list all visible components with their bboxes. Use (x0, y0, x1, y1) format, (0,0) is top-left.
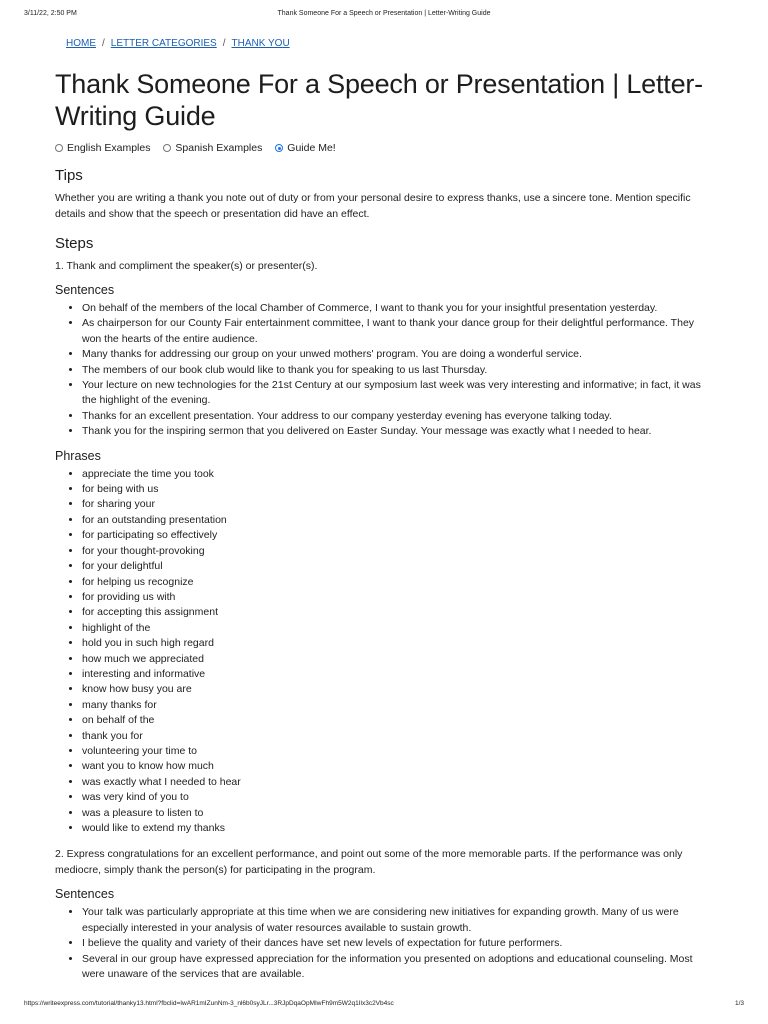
list-item: • thank you for (82, 729, 715, 744)
step-2: 2. Express congratulations for an excellent performance, and point out some of the more memorable parts. If the performance was only mediocre, simply thank the person(s) for participating in the program. (55, 848, 683, 877)
list-item: • volunteering your time to (82, 744, 715, 759)
list-item: • how much we appreciated (82, 652, 715, 667)
radio-checked-icon[interactable] (275, 144, 283, 152)
breadcrumb-separator: / (222, 38, 226, 49)
list-item: • want you to know how much (82, 759, 715, 774)
print-page-number: 1/3 (734, 1000, 744, 1007)
radio-label: Guide Me! (287, 142, 336, 154)
list-item: • The members of our book club would like to thank you for speaking to us last Thursday. (82, 363, 715, 378)
list-item: • Thank you for the inspiring sermon that you delivered on Easter Sunday. Your message was exactly what I needed to hear. (82, 424, 715, 439)
list-item: • for accepting this assignment (82, 605, 715, 620)
radio-unchecked-icon[interactable] (163, 144, 171, 152)
sentences-list (55, 905, 715, 982)
list-item: • for helping us recognize (82, 575, 715, 590)
list-item: • appreciate the time you took (82, 467, 715, 482)
list-item: • On behalf of the members of the local Chamber of Commerce, I want to thank you for your insightful presentation yesterday. (82, 301, 715, 316)
breadcrumb-thank-you-link[interactable]: THANK YOU (231, 38, 290, 49)
radio-label: Spanish Examples (175, 142, 263, 154)
breadcrumb (66, 36, 715, 52)
radio-guide-me[interactable] (275, 140, 335, 156)
radio-unchecked-icon[interactable] (55, 144, 63, 152)
main-content (55, 36, 715, 982)
list-item: • As chairperson for our County Fair entertainment committee, I want to thank your dance group for their delightful performance. They won the hearts of the entire audience. (82, 316, 715, 347)
tips-heading: Tips (55, 167, 83, 184)
list-item: • Many thanks for addressing our group on your unwed mothers' program. You are doing a wonderful service. (82, 347, 715, 362)
breadcrumb-home-link[interactable]: HOME (66, 38, 96, 49)
radio-english-examples[interactable] (55, 140, 150, 156)
step-1: 1. Thank and compliment the speaker(s) or presenter(s). (55, 260, 318, 272)
example-mode-radio-group (55, 140, 715, 156)
list-item: • would like to extend my thanks (82, 821, 715, 836)
list-item: • I believe the quality and variety of their dances have set new levels of expectation for future performers. (82, 936, 715, 951)
sentences-list (55, 301, 715, 440)
list-item: • for sharing your (82, 497, 715, 512)
print-footer (0, 1000, 768, 1012)
print-title: Thank Someone For a Speech or Presentation | Letter-Writing Guide (277, 10, 491, 17)
list-item: • for providing us with (82, 590, 715, 605)
list-item: • Several in our group have expressed appreciation for the information you presented on adoptions and educational counseling. Most were unaware of the services that are available. (82, 952, 715, 983)
list-item: • know how busy you are (82, 682, 715, 697)
list-item: • for participating so effectively (82, 528, 715, 543)
list-item: • Thanks for an excellent presentation. Your address to our company yesterday evening has everyone talking today. (82, 409, 715, 424)
phrases-heading: Phrases (55, 448, 101, 463)
list-item: • was very kind of you to (82, 790, 715, 805)
breadcrumb-separator: / (102, 38, 105, 49)
list-item: • was exactly what I needed to hear (82, 775, 715, 790)
tips-text: Whether you are writing a thank you note out of duty or from your personal desire to express thanks, use a sincere tone. Mention specific details and show that the speech or presentation did have an effect. (55, 192, 691, 220)
list-item: • for your thought-provoking (82, 544, 715, 559)
list-item: • for your delightful (82, 559, 715, 574)
list-item: • was a pleasure to listen to (82, 806, 715, 821)
list-item: • many thanks for (82, 698, 715, 713)
list-item: • interesting and informative (82, 667, 715, 682)
list-item: • on behalf of the (82, 713, 715, 728)
list-item: • hold you in such high regard (82, 636, 715, 651)
print-date: 3/11/22, 2:50 PM (24, 10, 77, 17)
list-item: • Your lecture on new technologies for the 21st Century at our symposium last week was very interesting and informative; in fact, it was the highlight of the evening. (82, 378, 715, 409)
steps-heading: Steps (55, 235, 94, 252)
phrases-list (55, 467, 715, 837)
list-item: • for an outstanding presentation (82, 513, 715, 528)
print-header (0, 10, 768, 22)
radio-label: English Examples (67, 142, 151, 154)
sentences-heading: Sentences (55, 887, 115, 902)
radio-spanish-examples[interactable] (163, 140, 262, 156)
sentences-heading: Sentences (55, 283, 115, 297)
list-item: • highlight of the (82, 621, 715, 636)
list-item: • for being with us (82, 482, 715, 497)
print-url: https://writeexpress.com/tutorial/thanky13.html?fbclid=IwAR1mIZunNm-3_nl6b0syJLr...3RJpDqaOpMIwFh9m5W2q1Ilx3c2Vb4sc (24, 1000, 394, 1007)
breadcrumb-letter-categories-link[interactable]: LETTER CATEGORIES (110, 38, 217, 49)
list-item: • Your talk was particularly appropriate at this time when we are considering new initiatives for expanding growth. Many of us were especially interested in your analysis of water resources available to sustain growth. (82, 905, 715, 936)
page-title: Thank Someone For a Speech or Presentation | Letter-Writing Guide (55, 69, 703, 131)
